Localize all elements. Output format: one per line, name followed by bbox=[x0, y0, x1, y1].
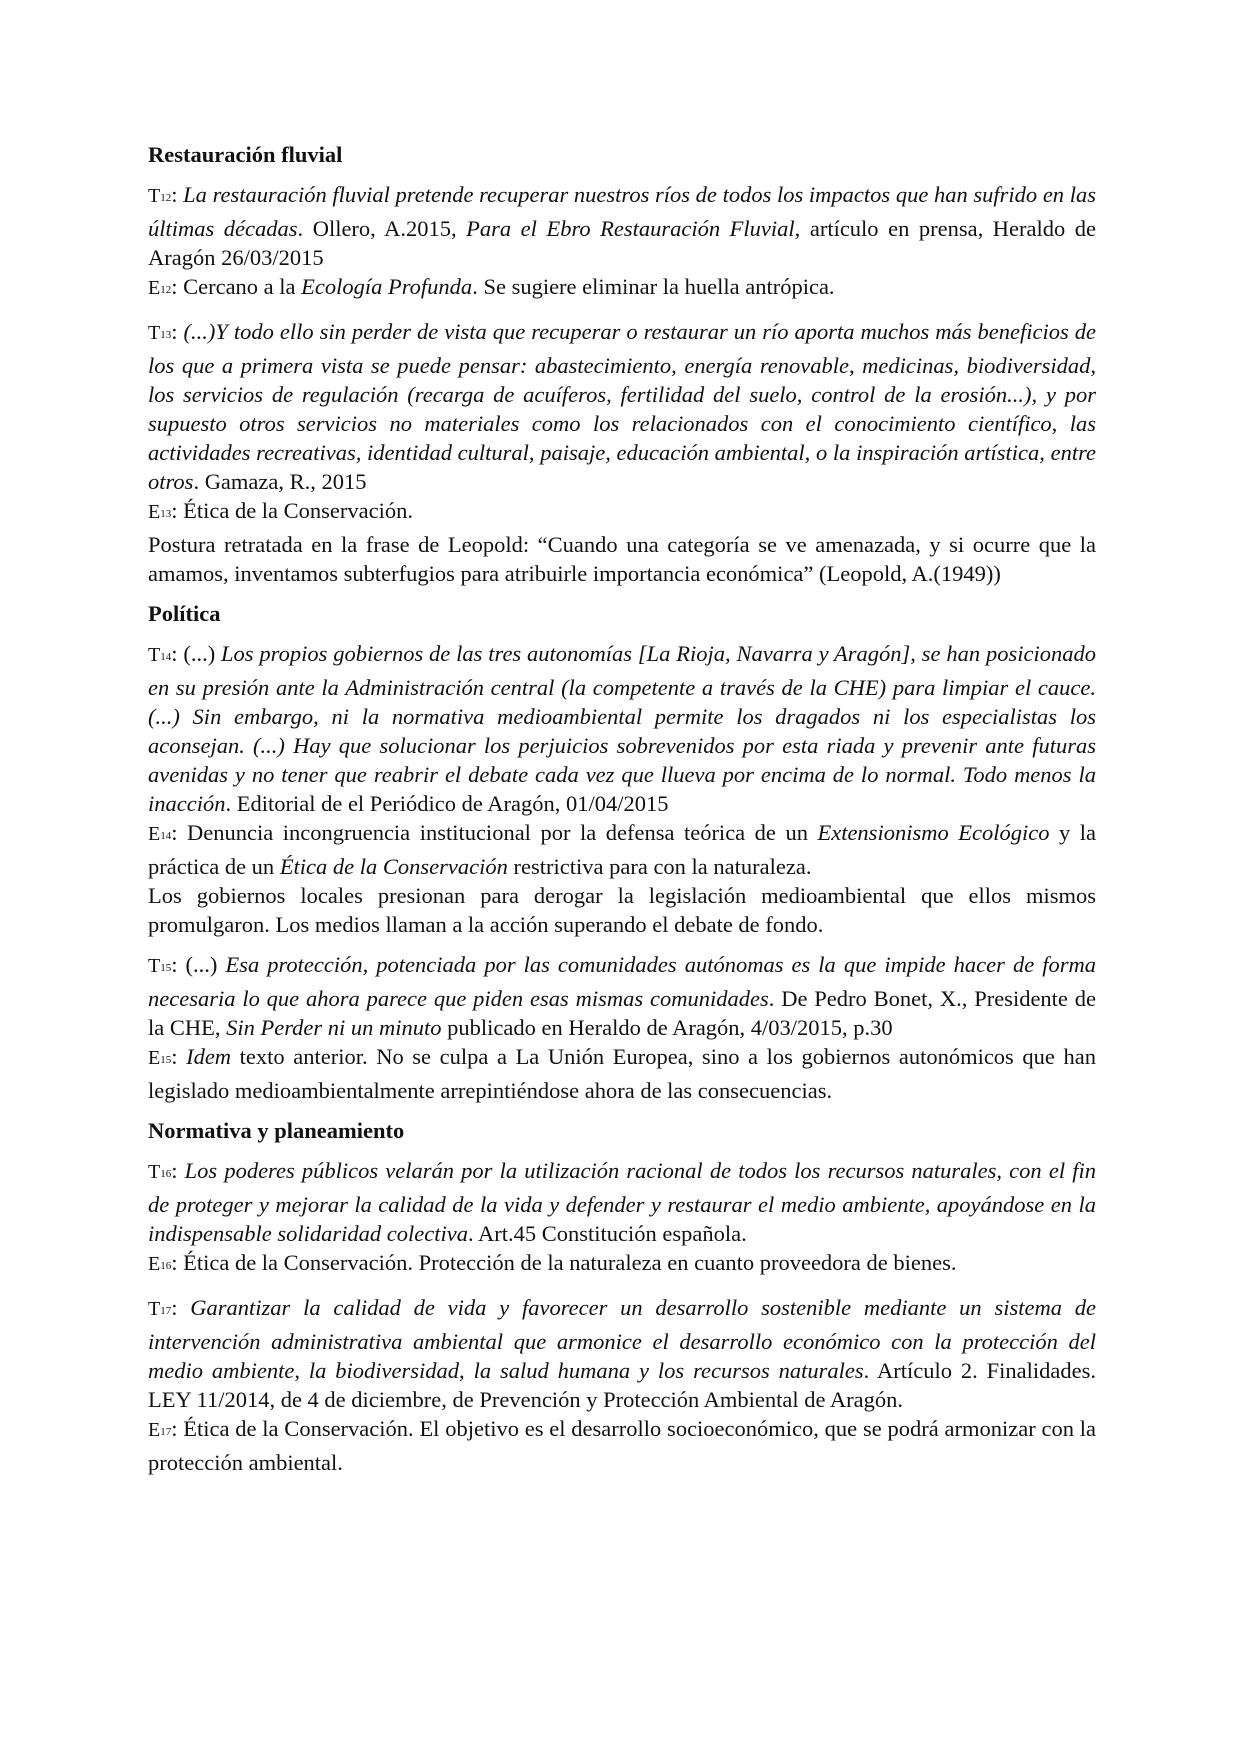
italic-text: Garantizar la calidad de vida y favorecer un desarrollo sostenible mediante un sistema de intervención administrativa ambiental que armonice el desarrollo económico con la protección del medio ambiente, la biodiversidad, la salud humana y los recursos naturales bbox=[148, 1295, 1096, 1383]
italic-text: Esa protección, potenciada por las comunidades autónomas es la que impide hacer de forma necesaria lo que ahora parece que piden esas mismas comunidades bbox=[148, 952, 1096, 1011]
text-run: : Ética de la Conservación. bbox=[171, 498, 414, 523]
text-run: : (...) bbox=[171, 641, 222, 666]
entry-number: 14 bbox=[160, 651, 172, 663]
text-run: . Ollero, A.2015, bbox=[297, 216, 467, 241]
text-evaluation bbox=[148, 272, 1096, 306]
italic-text: Para el Ebro Restauración Fluvial bbox=[466, 216, 795, 241]
text-run: : Denuncia incongruencia institucional por la defensa teórica de un bbox=[171, 820, 818, 845]
entry-block bbox=[148, 317, 1096, 588]
italic-text: Idem bbox=[186, 1044, 232, 1069]
entry-label: E bbox=[148, 823, 161, 845]
text-run: : (...) bbox=[171, 952, 226, 977]
text-run: . Se sugiere eliminar la huella antrópica. bbox=[472, 274, 835, 299]
text-paragraph bbox=[148, 530, 1096, 588]
entry-number: 16 bbox=[160, 1260, 172, 1272]
text-run: : bbox=[171, 1158, 185, 1183]
text-run: Los gobiernos locales presionan para derogar la legislación medioambiental que ellos mismos promulgaron. Los medios llaman a la acción superando el debate de fondo. bbox=[148, 883, 1096, 937]
italic-text: La restauración fluvial pretende recuperar nuestros ríos de todos los impactos que han sufrido en las últimas décadas bbox=[148, 182, 1096, 241]
entry-block bbox=[148, 639, 1096, 939]
entry-label: E bbox=[148, 1047, 161, 1069]
italic-text: Ecología Profunda bbox=[301, 274, 473, 299]
entry-block bbox=[148, 180, 1096, 306]
section-heading: Restauración fluvial bbox=[148, 142, 343, 167]
italic-text: Los poderes públicos velarán por la utilización racional de todos los recursos naturales, con el fin de proteger y mejorar la calidad de la vida y defender y restaurar el medio ambiente, apoyándose en la indispensable solidaridad colectiva bbox=[148, 1158, 1096, 1246]
entry-number: 13 bbox=[160, 508, 172, 520]
text-citation bbox=[148, 180, 1096, 272]
section-heading: Política bbox=[148, 601, 221, 626]
italic-text: Ética de la Conservación bbox=[279, 854, 508, 879]
text-evaluation bbox=[148, 818, 1096, 881]
italic-text: Extensionismo Ecológico bbox=[817, 820, 1050, 845]
text-citation bbox=[148, 639, 1096, 818]
text-run: : bbox=[171, 319, 184, 344]
text-citation bbox=[148, 317, 1096, 496]
text-run: . Gamaza, R., 2015 bbox=[193, 469, 367, 494]
text-run: texto anterior. No se culpa a La Unión Europea, sino a los gobiernos autonómicos que han legislado medioambientalmente arrepintiéndose ahora de las consecuencias. bbox=[148, 1044, 1096, 1103]
text-run: publicado en Heraldo de Aragón, 4/03/2015, p.30 bbox=[441, 1015, 893, 1040]
entry-label: T bbox=[148, 1161, 161, 1183]
entry-block bbox=[148, 950, 1096, 1105]
entry-number: 13 bbox=[160, 329, 172, 341]
entry-number: 14 bbox=[160, 830, 172, 842]
text-evaluation bbox=[148, 496, 1096, 530]
entry-label: T bbox=[148, 322, 161, 344]
entry-block bbox=[148, 1293, 1096, 1477]
document-page bbox=[148, 140, 1096, 1488]
entry-label: T bbox=[148, 185, 161, 207]
entry-label: E bbox=[148, 501, 161, 523]
text-run: : Ética de la Conservación. Protección de la naturaleza en cuanto proveedora de bienes. bbox=[171, 1250, 957, 1275]
text-run: : bbox=[171, 182, 184, 207]
text-evaluation bbox=[148, 1042, 1096, 1105]
entry-number: 16 bbox=[160, 1168, 172, 1180]
text-run: : Cercano a la bbox=[171, 274, 302, 299]
entry-number: 15 bbox=[160, 962, 172, 974]
entry-label: T bbox=[148, 644, 161, 666]
entry-label: T bbox=[148, 1298, 161, 1320]
text-evaluation bbox=[148, 1248, 1096, 1282]
text-paragraph bbox=[148, 881, 1096, 939]
text-run: . Art.45 Constitución española. bbox=[467, 1221, 747, 1246]
text-run: : bbox=[171, 1044, 187, 1069]
text-citation bbox=[148, 1293, 1096, 1414]
text-run: . De Pedro Bonet, X., Presidente de la CHE, bbox=[148, 986, 1097, 1040]
section-heading: Normativa y planeamiento bbox=[148, 1118, 405, 1143]
text-run: . Editorial de el Periódico de Aragón, 01/04/2015 bbox=[225, 791, 669, 816]
text-run: : bbox=[171, 1295, 191, 1320]
entry-label: E bbox=[148, 1253, 161, 1275]
text-run: : Ética de la Conservación. El objetivo es el desarrollo socioeconómico, que se podrá armonizar con la protección ambiental. bbox=[148, 1416, 1096, 1475]
entry-number: 17 bbox=[160, 1426, 172, 1438]
entry-label: E bbox=[148, 277, 161, 299]
text-evaluation bbox=[148, 1414, 1096, 1477]
entry-label: T bbox=[148, 955, 161, 977]
italic-text: (...)Y todo ello sin perder de vista que recuperar o restaurar un río aporta muchos más beneficios de los que a primera vista se puede pensar: abastecimiento, energía renovable, medicinas, biodiversidad, los servicios de regulación (recarga de acuíferos, fertilidad del suelo, control de la erosión...), y por supuesto otros servicios no materiales como los relacionados con el conocimiento científico, las actividades recreativas, identidad cultural, paisaje, educación ambiental, o la inspiración artística, entre otros bbox=[148, 319, 1096, 494]
text-run: restrictiva para con la naturaleza. bbox=[507, 854, 812, 879]
text-run: . Artículo 2. Finalidades. LEY 11/2014, de 4 de diciembre, de Prevención y Protección Ambiental de Aragón. bbox=[148, 1358, 1096, 1412]
text-run: y la práctica de un bbox=[148, 820, 1096, 879]
entry-block bbox=[148, 1156, 1096, 1282]
text-citation bbox=[148, 950, 1096, 1042]
text-citation bbox=[148, 1156, 1096, 1248]
text-run: , artículo en prensa, Heraldo de Aragón 26/03/2015 bbox=[148, 216, 1096, 270]
entry-number: 12 bbox=[160, 192, 172, 204]
entry-number: 12 bbox=[160, 284, 172, 296]
entry-label: E bbox=[148, 1419, 161, 1441]
italic-text: Los propios gobiernos de las tres autonomías [La Rioja, Navarra y Aragón], se han posicionado en su presión ante la Administración central (la competente a través de la CHE) para limpiar el cauce. (...) Sin embargo, ni la normativa medioambiental permite los dragados ni los especialistas los aconsejan. (...) Hay que solucionar los perjuicios sobrevenidos por esta riada y prevenir ante futuras avenidas y no tener que reabrir el debate cada vez que llueva por encima de lo normal. Todo menos la inacción bbox=[148, 641, 1096, 816]
entry-number: 15 bbox=[160, 1054, 172, 1066]
text-run: Postura retratada en la frase de Leopold: “Cuando una categoría se ve amenazada, y si ocurre que la amamos, inventamos subterfugios para atribuirle importancia económica” (Leopold, A.(1949)) bbox=[148, 532, 1096, 586]
italic-text: Sin Perder ni un minuto bbox=[226, 1015, 442, 1040]
entry-number: 17 bbox=[160, 1305, 172, 1317]
